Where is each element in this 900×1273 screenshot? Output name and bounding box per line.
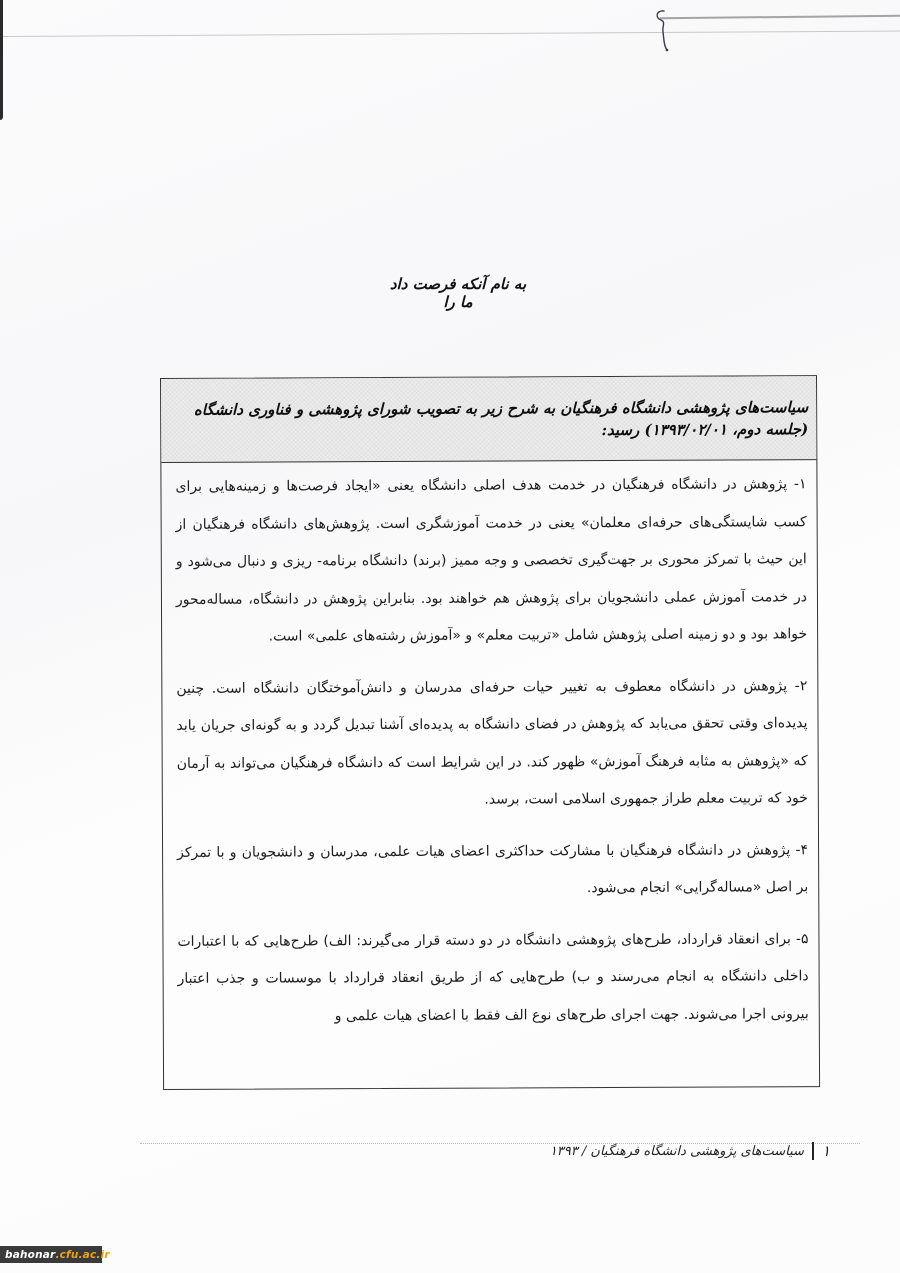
handwritten-mark-icon [652,8,674,54]
footer-separator [812,1142,814,1160]
footer-page-number: ۱ [821,1142,830,1160]
policy-item-number: ۴- [795,841,809,858]
policy-item-text: پژوهش در دانشگاه معطوف به تغییر حیات حرفه‌ای مدرسان و دانش‌آموختگان دانشگاه است. چنین پدیده‌ای وقتی تحقق می‌یابد که پژوهش در فضای دانشگاه به پدیده‌ای آشنا تبدیل گردد و به گونه‌ای جریان یابد که «پژوهش به مثابه فرهنگ آموزش» ظهور کند. در این شرایط است که دانشگاه فرهنگیان می‌تواند به آرمان خود که تربیت معلم طراز جمهوری اسلامی است، برسد. [176,677,808,808]
policy-body [161,460,818,1036]
basmala-heading: به نام آنکه فرصت داد ما را [389,275,527,311]
policy-item-number: ۵- [795,930,809,947]
watermark-domain: .cfu.ac.ir [55,1248,110,1261]
source-watermark-link[interactable] [0,1246,110,1263]
footer-title: سیاست‌های پژوهشی دانشگاه فرهنگیان / ۱۳۹۳ [549,1143,804,1159]
scan-edge-shadow [660,15,900,20]
policy-item-5 [177,921,808,1036]
policy-item-1 [175,466,807,656]
policy-item-number: ۲- [794,677,808,694]
policy-box [160,375,820,1090]
scan-edge-corner [0,0,3,120]
policy-item-4 [177,832,808,910]
watermark-host: bahonar [5,1248,56,1261]
page-footer [440,1142,830,1160]
policy-box-header [161,376,816,463]
policy-item-number: ۱- [793,476,807,493]
scan-edge-line [2,31,900,37]
policy-header-text: سیاست‌های پژوهشی دانشگاه فرهنگیان به شرح زیر به تصویب شورای پژوهشی و فناوری دانشگاه (جلسه دوم، ۱۳۹۳/۰۲/۰۱) رسید: [193,397,809,439]
policy-item-text: پژوهش در دانشگاه فرهنگیان در خدمت هدف اصلی دانشگاه یعنی «ایجاد فرصت‌ها و زمینه‌هایی برای کسب شایستگی‌های حرفه‌ای معلمان» یعنی در خدمت آموزشگری است. پژوهش‌های دانشگاه فرهنگیان از این حیث با تمرکز محوری بر جهت‌گیری تخصصی و وجه ممیز (برند) دانشگاه برنامه- ریزی و دنبال می‌شود و در خدمت آموزش عملی دانشجویان برای پژوهش هم خواهند بود. بنابراین پژوهش در دانشگاه، مساله‌محور خواهد بود و دو زمینه اصلی پژوهش شامل «تربیت معلم» و «آموزش رشته‌های علمی» است. [175,476,808,645]
policy-item-2 [176,668,808,821]
policy-item-text: برای انعقاد قرارداد، طرح‌های پژوهشی دانشگاه در دو دسته قرار می‌گیرند: الف) طرح‌هایی که با اعتبارات داخلی دانشگاه به انجام می‌رسند و ب) طرح‌هایی که از طریق انعقاد قرارداد با موسسات و جذب اعتبار بیرونی اجرا می‌شوند. جهت اجرای طرح‌های نوع الف فقط با اعضای هیات علمی و [177,930,809,1024]
policy-item-text: پژوهش در دانشگاه فرهنگیان با مشارکت حداکثری اعضای هیات علمی، مدرسان و دانشجویان و با تمرکز بر اصل «مساله‌گرایی» انجام می‌شود. [177,841,809,897]
